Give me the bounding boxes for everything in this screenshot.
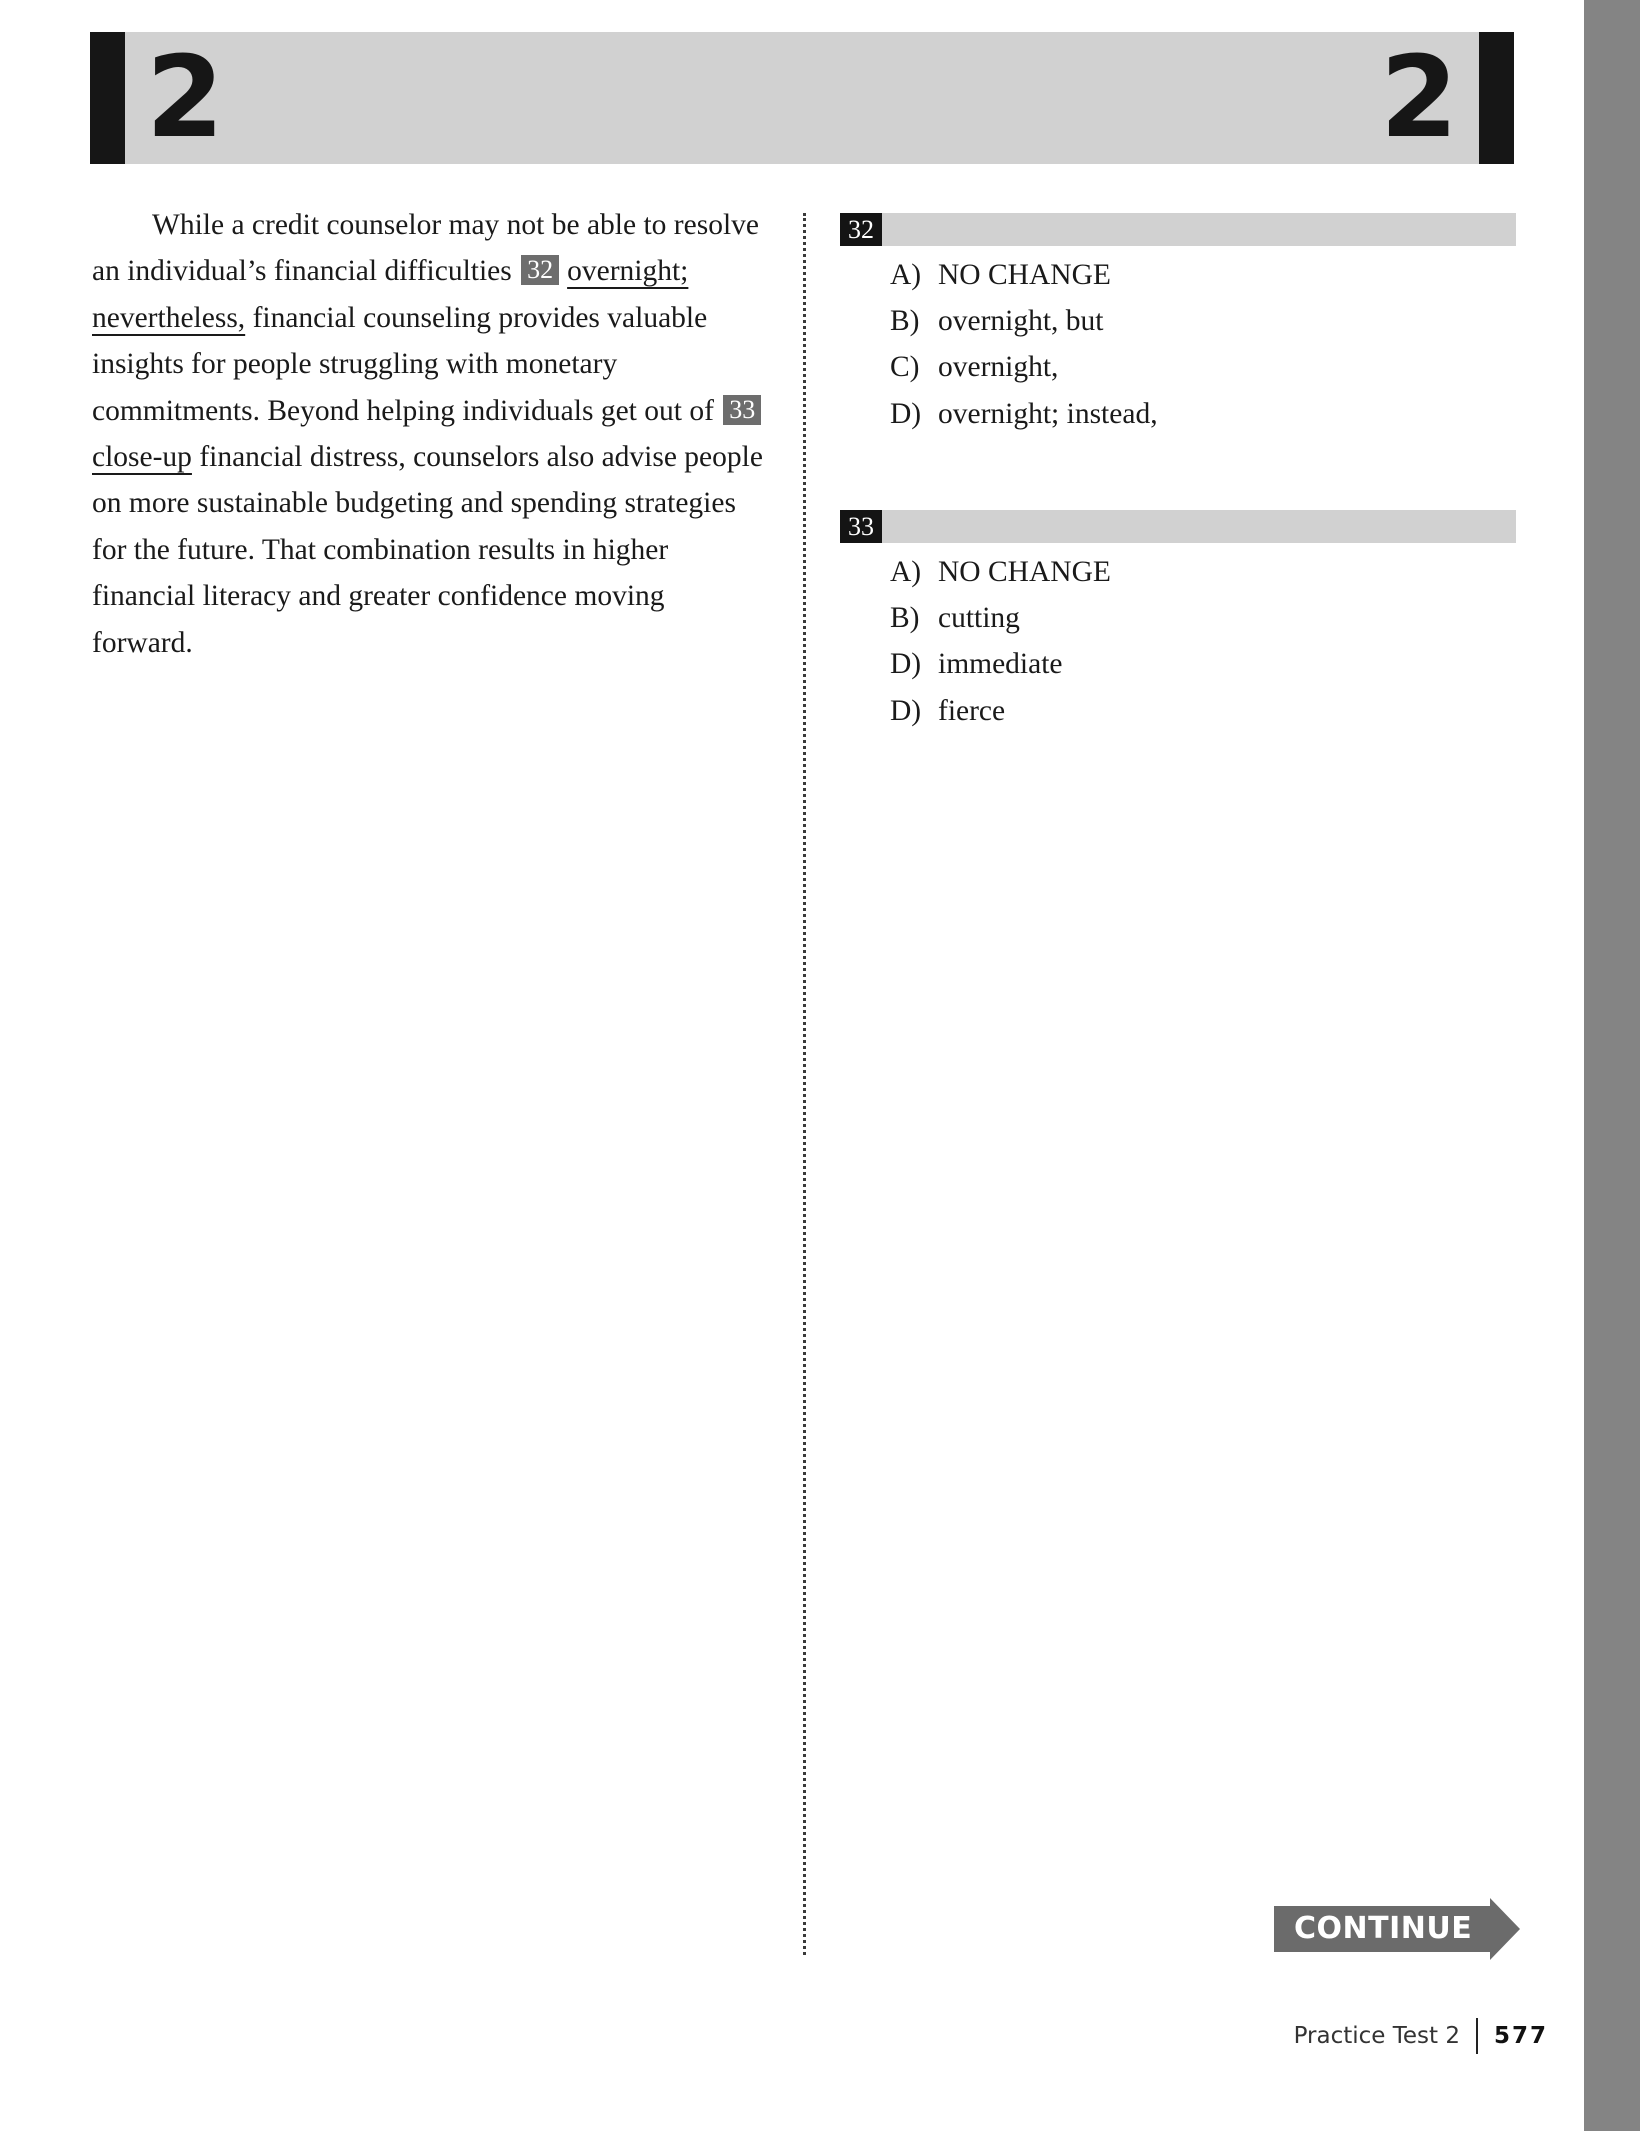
answer-option-d[interactable] bbox=[840, 391, 1516, 437]
option-text: fierce bbox=[938, 694, 1006, 727]
option-letter: A) bbox=[890, 555, 922, 588]
option-text: overnight; instead, bbox=[938, 397, 1158, 430]
answer-option-a[interactable] bbox=[840, 252, 1516, 298]
option-text: NO CHANGE bbox=[938, 555, 1111, 588]
section-header bbox=[90, 32, 1514, 164]
passage-text-1: While a credit counselor may not be able to resolve an individual’s financial difficulties bbox=[92, 209, 759, 288]
question-marker-33[interactable]: 33 bbox=[723, 395, 761, 425]
option-text: NO CHANGE bbox=[938, 258, 1111, 291]
answer-option-a[interactable] bbox=[840, 549, 1516, 595]
option-letter: B) bbox=[890, 305, 920, 338]
option-text: overnight, bbox=[938, 351, 1059, 384]
question-number: 33 bbox=[840, 510, 882, 543]
question-bar bbox=[840, 510, 1516, 543]
footer-divider bbox=[1476, 2018, 1478, 2054]
page-number: 577 bbox=[1493, 2023, 1548, 2049]
answer-option-b[interactable] bbox=[840, 298, 1516, 344]
question-marker-32[interactable]: 32 bbox=[521, 255, 559, 285]
option-text: overnight, but bbox=[938, 305, 1104, 338]
page-footer bbox=[1294, 2018, 1548, 2054]
continue-button[interactable] bbox=[1274, 1898, 1520, 1960]
option-letter: C) bbox=[890, 351, 920, 384]
underlined-text-32: overnight; nevertheless, bbox=[92, 255, 689, 334]
option-letter: D) bbox=[890, 648, 922, 681]
header-bar-right bbox=[1479, 32, 1514, 164]
passage-text-3: financial distress, counselors also advise people on more sustainable budgeting and spending strategies for the future. That combination results in higher financial literacy and greater confidence moving forward. bbox=[92, 441, 763, 659]
question-number: 32 bbox=[840, 213, 882, 246]
option-text: cutting bbox=[938, 602, 1020, 635]
answer-options bbox=[840, 252, 1516, 438]
answer-option-d[interactable] bbox=[840, 688, 1516, 734]
footer-title: Practice Test 2 bbox=[1293, 2023, 1460, 2049]
continue-label: CONTINUE bbox=[1294, 1911, 1473, 1946]
question-bar bbox=[840, 213, 1516, 246]
side-tab-bar bbox=[1584, 0, 1640, 2131]
header-bar-left bbox=[90, 32, 125, 164]
answer-option-b[interactable] bbox=[840, 595, 1516, 641]
answer-option-c[interactable] bbox=[840, 642, 1516, 688]
answer-options bbox=[840, 549, 1516, 735]
passage-paragraph bbox=[92, 202, 772, 666]
underlined-text-33: close-up bbox=[92, 441, 192, 474]
section-number-right: 2 bbox=[1380, 33, 1458, 163]
option-letter: D) bbox=[890, 694, 922, 727]
option-text: immediate bbox=[938, 648, 1063, 681]
option-letter: B) bbox=[890, 602, 920, 635]
option-letter: A) bbox=[890, 258, 922, 291]
question-33 bbox=[840, 510, 1516, 735]
answer-option-c[interactable] bbox=[840, 345, 1516, 391]
passage bbox=[92, 202, 772, 666]
column-divider bbox=[803, 213, 806, 1955]
passage-text-2: financial counseling provides valuable insights for people struggling with monetary commitments. Beyond helping individuals get out of bbox=[92, 301, 714, 427]
section-number-left: 2 bbox=[146, 33, 224, 163]
option-letter: D) bbox=[890, 397, 922, 430]
question-32 bbox=[840, 213, 1516, 438]
